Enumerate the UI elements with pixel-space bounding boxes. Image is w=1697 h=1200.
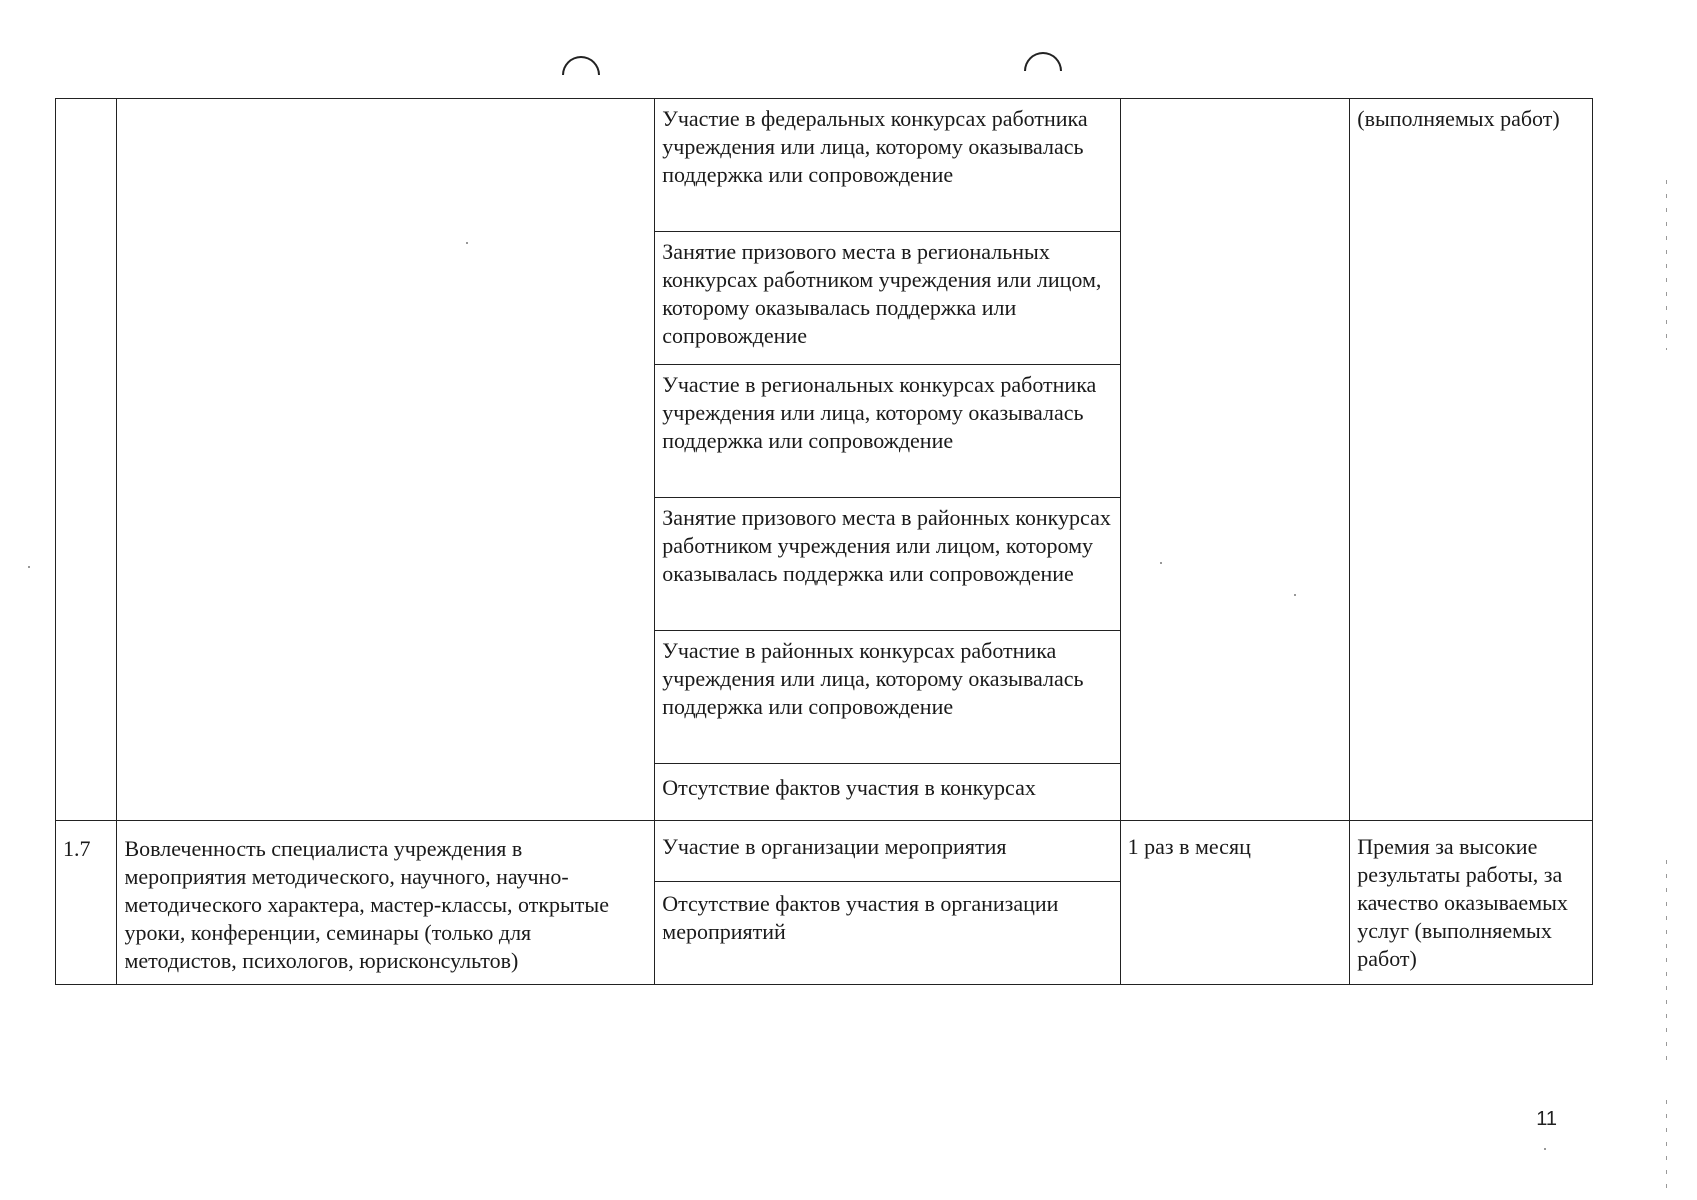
payment-type-cell: Премия за высокие результаты работы, за качество оказываемых услуг (выполняемых работ) (1350, 821, 1593, 985)
payment-type-cell: (выполняемых работ) (1350, 99, 1593, 821)
condition-cell: Участие в региональных конкурсах работника учреждения или лица, которому оказывалась поддержка или сопровождение (655, 365, 1120, 498)
frequency-cell: 1 раз в месяц (1120, 821, 1350, 985)
criterion-name-cell: Вовлеченность специалиста учреждения в мероприятия методического, научного, научно-методического характера, мастер-классы, открытые уроки, конференции, семинары (только для методистов, психологов, юрисконсультов) (117, 821, 655, 985)
punch-hole-right (1024, 52, 1062, 90)
scan-speck (466, 242, 468, 244)
scan-edge-mark (1666, 860, 1667, 1060)
condition-cell: Занятие призового места в районных конкурсах работником учреждения или лицом, которому оказывалась поддержка или сопровождение (655, 498, 1120, 631)
condition-cell: Участие в федеральных конкурсах работника учреждения или лица, которому оказывалась поддержка или сопровождение (655, 99, 1120, 232)
page-number: 11 (1536, 1108, 1557, 1130)
frequency-cell (1120, 99, 1350, 821)
criterion-name-cell (117, 99, 655, 821)
row-number-cell: 1.7 (56, 821, 117, 985)
scan-speck (28, 566, 30, 568)
table-row (56, 821, 1593, 882)
scan-speck (1544, 1148, 1546, 1150)
scan-edge-mark (1666, 1100, 1667, 1190)
table-row (56, 99, 1593, 232)
punch-hole-left (562, 56, 600, 94)
condition-cell: Занятие призового места в региональных конкурсах работником учреждения или лицом, которому оказывалась поддержка или сопровождение (655, 232, 1120, 365)
condition-cell: Отсутствие фактов участия в организации мероприятий (655, 882, 1120, 985)
condition-cell: Отсутствие фактов участия в конкурсах (655, 764, 1120, 821)
criteria-table (55, 98, 1593, 985)
scan-speck (1294, 594, 1296, 596)
scan-edge-mark (1666, 180, 1667, 350)
condition-cell: Участие в организации мероприятия (655, 821, 1120, 882)
row-number-cell (56, 99, 117, 821)
condition-cell: Участие в районных конкурсах работника учреждения или лица, которому оказывалась поддержка или сопровождение (655, 631, 1120, 764)
scan-speck (1160, 562, 1162, 564)
